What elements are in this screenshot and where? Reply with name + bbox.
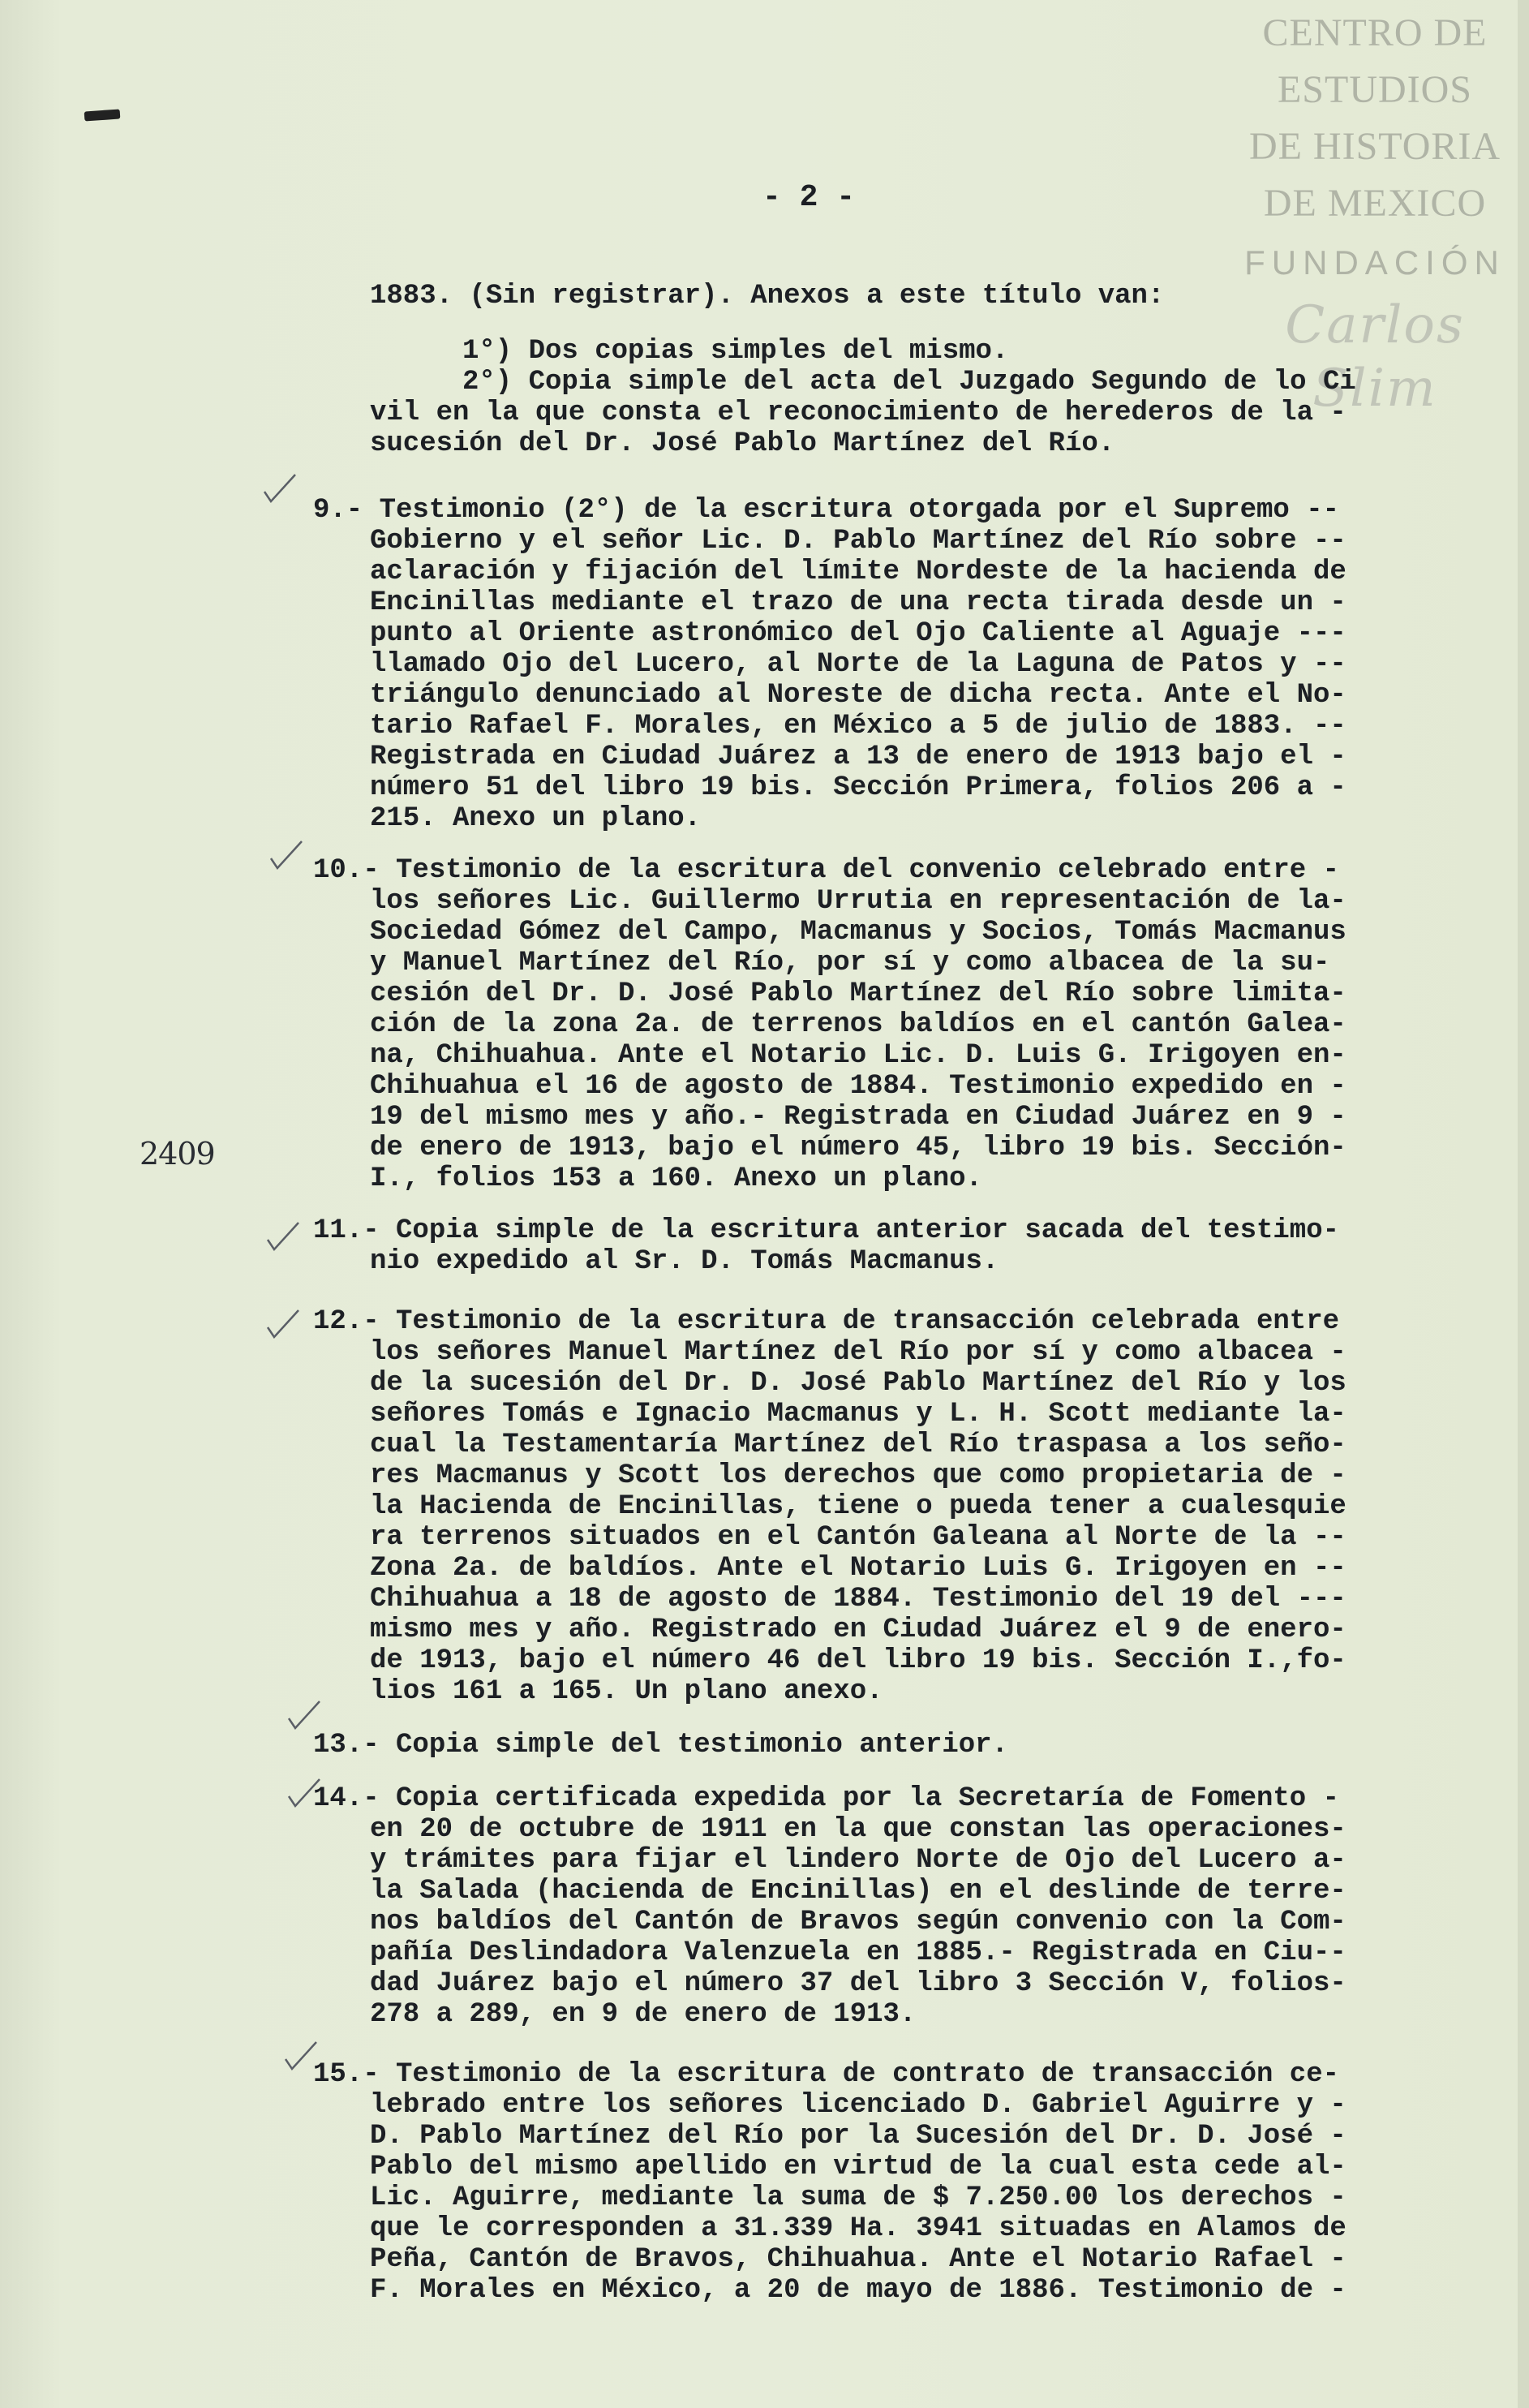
text-line: aclaración y fijación del límite Nordeste de la hacienda de	[370, 557, 1346, 587]
text-line: 14.- Copia certificada expedida por la Secretaría de Fomento -	[313, 1783, 1340, 1814]
text-line: Encinillas mediante el trazo de una recta tirada desde un -	[370, 587, 1346, 618]
text-line: de 1913, bajo el número 46 del libro 19 bis. Sección I.,fo-	[370, 1645, 1346, 1676]
text-line: cual la Testamentaría Martínez del Río traspasa a los seño-	[370, 1430, 1346, 1460]
text-line: 12.- Testimonio de la escritura de transacción celebrada entre	[313, 1306, 1340, 1337]
watermark-line: CENTRO DE	[1262, 11, 1488, 54]
text-line: Peña, Cantón de Bravos, Chihuahua. Ante el Notario Rafael -	[370, 2244, 1346, 2275]
text-line: res Macmanus y Scott los derechos que como propietaria de -	[370, 1460, 1346, 1491]
text-line: 278 a 289, en 9 de enero de 1913.	[370, 1999, 917, 2030]
watermark-line: ESTUDIOS	[1277, 68, 1472, 111]
text-line: 1883. (Sin registrar). Anexos a este título van:	[370, 281, 1165, 312]
text-line: Zona 2a. de baldíos. Ante el Notario Luis G. Irigoyen en --	[370, 1553, 1346, 1584]
watermark-line: DE HISTORIA	[1248, 125, 1501, 168]
checkmark-icon	[264, 1220, 302, 1253]
text-line: F. Morales en México, a 20 de mayo de 1886. Testimonio de -	[370, 2275, 1346, 2306]
text-line: la Hacienda de Encinillas, tiene o pueda tener a cualesquie	[370, 1491, 1346, 1522]
checkmark-icon	[286, 1699, 323, 1731]
watermark-signature: Carlos Slim	[1285, 295, 1465, 419]
text-line: los señores Manuel Martínez del Río por sí y como albacea -	[370, 1337, 1346, 1368]
text-line: 11.- Copia simple de la escritura anterior sacada del testimo-	[313, 1215, 1340, 1246]
text-line: de enero de 1913, bajo el número 45, libro 19 bis. Sección-	[370, 1133, 1346, 1163]
margin-handwritten-number: 2409	[140, 1136, 215, 1172]
text-line: dad Juárez bajo el número 37 del libro 3 Sección V, folios-	[370, 1968, 1346, 1999]
text-line: triángulo denunciado al Noreste de dicha recta. Ante el No-	[370, 680, 1346, 711]
text-line: que le corresponden a 31.339 Ha. 3941 situadas en Alamos de	[370, 2213, 1346, 2244]
text-line: cesión del Dr. D. José Pablo Martínez del Río sobre limita-	[370, 978, 1346, 1009]
text-line: la Salada (hacienda de Encinillas) en el deslinde de terre-	[370, 1876, 1346, 1907]
text-line: Lic. Aguirre, mediante la suma de $ 7.250.00 los derechos -	[370, 2182, 1346, 2213]
text-line: en 20 de octubre de 1911 en la que constan las operaciones-	[370, 1814, 1346, 1845]
text-line: tario Rafael F. Morales, en México a 5 de julio de 1883. --	[370, 711, 1346, 742]
text-line: Gobierno y el señor Lic. D. Pablo Martínez del Río sobre --	[370, 526, 1346, 557]
text-line: lios 161 a 165. Un plano anexo.	[370, 1676, 883, 1707]
text-line: los señores Lic. Guillermo Urrutia en representación de la-	[370, 886, 1346, 917]
text-line: 2°) Copia simple del acta del Juzgado Segundo de lo Ci	[462, 367, 1356, 398]
text-line: Chihuahua el 16 de agosto de 1884. Testimonio expedido en -	[370, 1071, 1346, 1102]
text-line: ción de la zona 2a. de terrenos baldíos en el cantón Galea-	[370, 1009, 1346, 1040]
watermark-line: DE MEXICO	[1263, 182, 1487, 225]
text-line: número 51 del libro 19 bis. Sección Primera, folios 206 a -	[370, 772, 1346, 803]
checkmark-icon	[268, 839, 305, 871]
text-line: I., folios 153 a 160. Anexo un plano.	[370, 1163, 982, 1194]
text-line: mismo mes y año. Registrado en Ciudad Juárez el 9 de enero-	[370, 1615, 1346, 1645]
text-line: nio expedido al Sr. D. Tomás Macmanus.	[370, 1246, 999, 1277]
text-line: 19 del mismo mes y año.- Registrada en Ciudad Juárez en 9 -	[370, 1102, 1346, 1133]
page-number: - 2 -	[762, 180, 856, 215]
text-line: de la sucesión del Dr. D. José Pablo Martínez del Río y los	[370, 1368, 1346, 1399]
text-line: Pablo del mismo apellido en virtud de la cual esta cede al-	[370, 2152, 1346, 2182]
text-line: na, Chihuahua. Ante el Notario Lic. D. Luis G. Irigoyen en-	[370, 1040, 1346, 1071]
text-line: nos baldíos del Cantón de Bravos según convenio con la Com-	[370, 1907, 1346, 1937]
text-line: vil en la que consta el reconocimiento de herederos de la -	[370, 398, 1346, 428]
checkmark-icon	[261, 472, 298, 505]
text-line: D. Pablo Martínez del Río por la Sucesión del Dr. D. José -	[370, 2121, 1346, 2152]
text-line: 1°) Dos copias simples del mismo.	[462, 336, 1009, 367]
text-line: pañía Deslindadora Valenzuela en 1885.- Registrada en Ciu--	[370, 1937, 1346, 1968]
text-line: 13.- Copia simple del testimonio anterior.	[313, 1730, 1008, 1761]
text-line: señores Tomás e Ignacio Macmanus y L. H. Scott mediante la-	[370, 1399, 1346, 1430]
checkmark-icon	[264, 1308, 302, 1340]
text-line: 215. Anexo un plano.	[370, 803, 702, 834]
text-line: ra terrenos situados en el Cantón Galeana al Norte de la --	[370, 1522, 1346, 1553]
text-line: punto al Oriente astronómico del Ojo Caliente al Aguaje ---	[370, 618, 1346, 649]
text-line: 15.- Testimonio de la escritura de contrato de transacción ce-	[313, 2059, 1340, 2090]
checkmark-icon	[286, 1777, 323, 1809]
text-line: llamado Ojo del Lucero, al Norte de la Laguna de Patos y --	[370, 649, 1346, 680]
text-line: Registrada en Ciudad Juárez a 13 de enero de 1913 bajo el -	[370, 742, 1346, 772]
text-line: Chihuahua a 18 de agosto de 1884. Testimonio del 19 del ---	[370, 1584, 1346, 1615]
checkmark-icon	[282, 2040, 320, 2072]
text-line: sucesión del Dr. José Pablo Martínez del Río.	[370, 428, 1115, 459]
ink-mark	[84, 109, 121, 121]
text-line: 9.- Testimonio (2°) de la escritura otorgada por el Supremo --	[313, 495, 1340, 526]
watermark-foundation: FUNDACIÓN	[1244, 243, 1505, 282]
text-line: y trámites para fijar el lindero Norte de Ojo del Lucero a-	[370, 1845, 1346, 1876]
text-line: lebrado entre los señores licenciado D. Gabriel Aguirre y -	[370, 2090, 1346, 2121]
text-line: Sociedad Gómez del Campo, Macmanus y Socios, Tomás Macmanus	[370, 917, 1346, 948]
text-line: y Manuel Martínez del Río, por sí y como albacea de la su-	[370, 948, 1330, 978]
archive-watermark	[1225, 5, 1525, 420]
text-line: 10.- Testimonio de la escritura del convenio celebrado entre -	[313, 855, 1340, 886]
